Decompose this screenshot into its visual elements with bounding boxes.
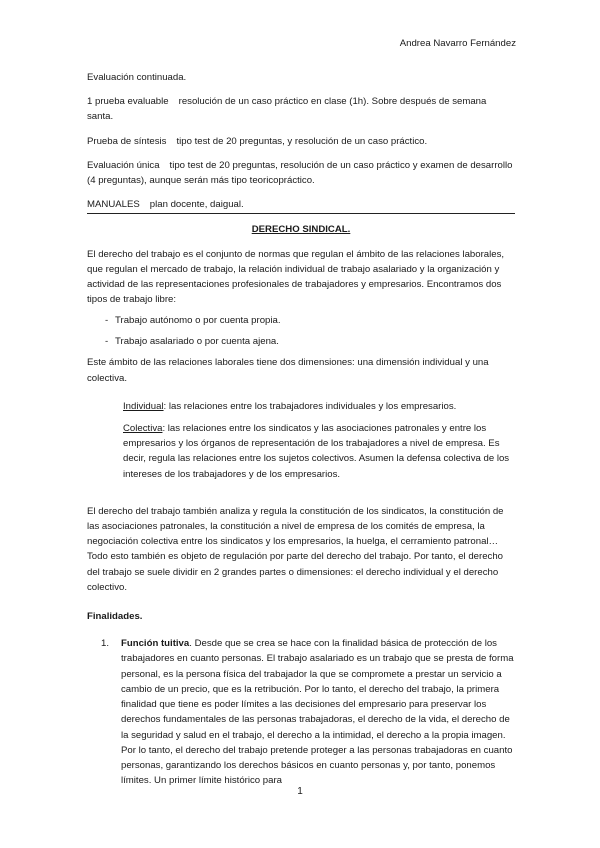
individual-term: Individual <box>123 400 164 412</box>
evaluation-item <box>87 158 515 188</box>
page-content <box>87 70 515 788</box>
individual-text: : las relaciones entre los trabajadores individuales y los empresarios. <box>163 400 457 412</box>
page-number: 1 <box>297 786 303 797</box>
manuales-label: MANUALES <box>87 199 140 211</box>
colectiva-term: Colectiva <box>123 423 163 435</box>
dimensions-paragraph: Este ámbito de las relaciones laborales tiene dos dimensiones: una dimensión individual y una colectiva. <box>87 357 489 384</box>
intro-paragraph: El derecho del trabajo es el conjunto de normas que regulan el ámbito de las relaciones laborales, que regulan el mercado de trabajo, la relación individual de trabajo asalariado y la organización y actividad de las representaciones profesionales de trabajadores y empresarios. Encontramos dos tipos de trabajo libre: <box>87 248 505 306</box>
dash-bullet-icon: - <box>105 336 109 348</box>
evaluation-heading: Evaluación continuada. <box>87 72 187 83</box>
evaluation-item <box>87 94 515 124</box>
evaluation-item-label: Evaluación única <box>87 159 160 171</box>
colectiva-definition <box>123 421 515 482</box>
list-item <box>101 636 515 788</box>
manuales-line <box>87 197 515 212</box>
evaluation-item-text: resolución de un caso práctico en clase (1h). Sobre después de semana santa. <box>87 96 487 123</box>
list-item <box>87 313 515 328</box>
analysis-paragraph: El derecho del trabajo también analiza y regula la constitución de los sindicatos, la constitución de las asociaciones patronales, la constitución a nivel de empresa de los comités de empresa, la negociación colectiva entre los sindicatos y los empresarios, la huelga, el cerramiento patronal… Todo esto también es objeto de regulación por parte del derecho del trabajo. Por tanto, el derecho del trabajo se suele dividir en 2 grandes partes o dimensiones: el derecho individual y el derecho colectivo. <box>87 505 504 593</box>
section-title: DERECHO SINDICAL. <box>251 224 351 236</box>
evaluation-item-label: Prueba de síntesis <box>87 135 167 147</box>
evaluation-item-text: tipo test de 20 preguntas, resolución de un caso práctico y examen de desarrollo (4 preguntas), aunque serán más tipo teoricopráctico. <box>87 159 513 187</box>
finalidades-list <box>87 636 515 788</box>
list-number: 1. <box>101 638 110 650</box>
evaluation-item-label: 1 prueba evaluable <box>87 96 169 108</box>
horizontal-divider <box>87 213 515 214</box>
header-author: Andrea Navarro Fernández <box>399 38 516 49</box>
finalidad-text: . Desde que se crea se hace con la finalidad básica de protección de los trabajadores en cuanto personas. El trabajo asalariado es un trabajo que se presta de forma personal, es la persona física del trabajador la que se compromete a prestar un servicio a cambio de un precio, que es la retribución. Por lo tanto, el derecho del trabajo, la primera finalidad que tiene es poder límites a las decisiones del empresario para preservar los derechos fundamentales de las personas trabajadoras, el derecho de la vida, el derecho de la seguridad y salud en el trabajo, el derecho a la intimidad, el derecho a la propia imagen. Por lo tanto, el derecho del trabajo pretende proteger a las personas trabajadoras en cuanto personas, garantizando los derechos básicos en cuanto personas y, por tanto, ponemos límites. Un primer límite histórico para <box>121 638 514 787</box>
list-item <box>87 334 515 349</box>
finalidad-title: Función tuitiva <box>121 638 190 650</box>
work-types-list <box>87 313 515 349</box>
manuales-text: plan docente, daigual. <box>149 199 244 211</box>
dash-bullet-icon: - <box>105 315 109 327</box>
evaluation-item <box>87 134 515 149</box>
colectiva-text: : las relaciones entre los sindicatos y las asociaciones patronales y entre los empresarios y los órganos de representación de los trabajadores a nivel de empresa. Es decir, regula las relaciones entre los sujetos colectivos. Asumen la defensa colectiva de los intereses de los trabajadores y de los empresarios. <box>123 423 510 480</box>
finalidades-heading: Finalidades. <box>87 611 143 623</box>
list-item-text: Trabajo autónomo o por cuenta propia. <box>115 315 281 327</box>
list-item-text: Trabajo asalariado o por cuenta ajena. <box>115 336 279 348</box>
evaluation-item-text: tipo test de 20 preguntas, y resolución de un caso práctico. <box>176 135 428 147</box>
individual-definition <box>123 399 515 414</box>
